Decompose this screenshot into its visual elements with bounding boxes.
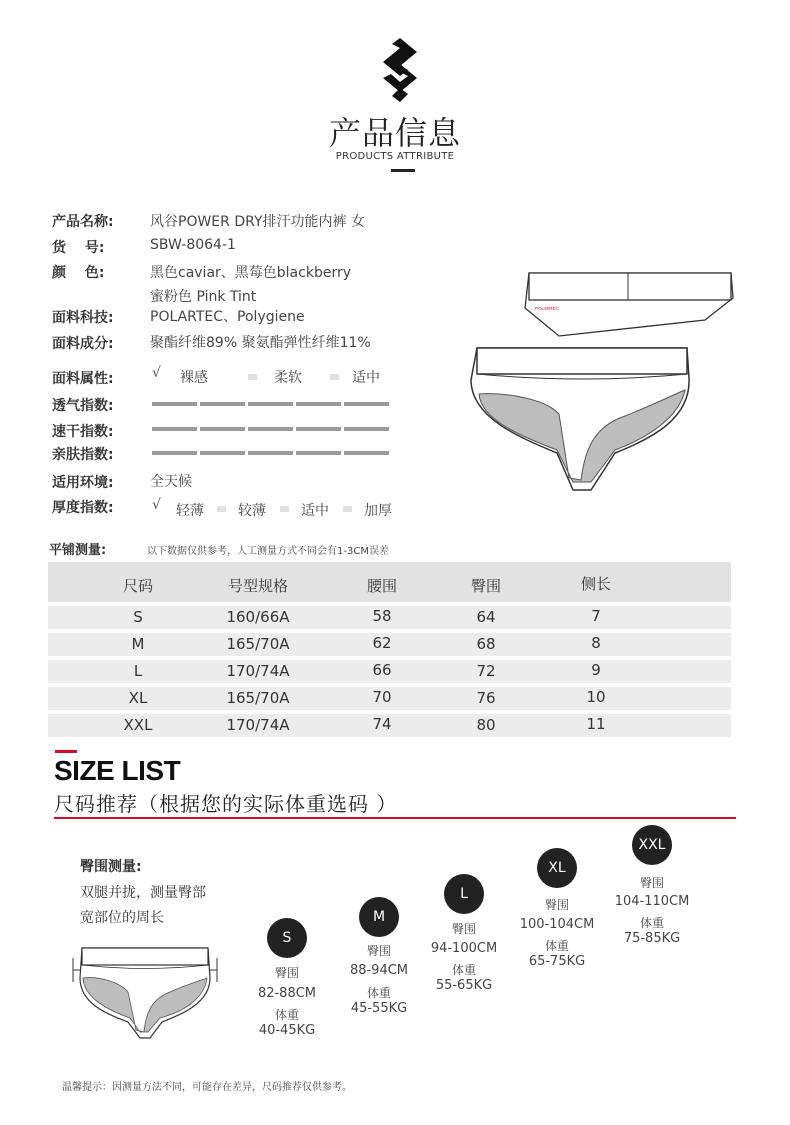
thickness-option-thick: 加厚 bbox=[364, 503, 392, 519]
breathability-label: 透气指数: bbox=[52, 398, 114, 414]
property-option-nude: 裸感 bbox=[180, 370, 208, 386]
unchecked-icon bbox=[280, 506, 289, 512]
quick-dry-label: 速干指数: bbox=[52, 424, 114, 440]
skin-friendly-label: 亲肤指数: bbox=[52, 447, 114, 463]
index-bar-segment bbox=[248, 427, 293, 431]
cell-size: XL bbox=[128, 689, 148, 707]
name-label: 产品名称: bbox=[52, 214, 114, 230]
sku-label: 货 号: bbox=[52, 240, 105, 256]
sku-value: SBW-8064-1 bbox=[150, 237, 236, 253]
cell-side-length: 7 bbox=[591, 607, 601, 625]
cell-waist: 74 bbox=[372, 715, 392, 733]
cell-hip: 80 bbox=[476, 716, 496, 734]
check-icon: √ bbox=[152, 497, 161, 513]
weight-label: 体重 bbox=[544, 939, 569, 953]
index-bar-segment bbox=[152, 402, 197, 406]
cell-waist: 66 bbox=[372, 661, 392, 679]
index-bar-segment bbox=[152, 451, 197, 455]
index-bar-segment bbox=[200, 451, 245, 455]
index-bar-segment bbox=[200, 402, 245, 406]
cell-side-length: 8 bbox=[591, 634, 601, 652]
header-side-length: 侧长 bbox=[580, 575, 611, 593]
index-bar-segment bbox=[296, 451, 341, 455]
hip-label: 臀围 bbox=[544, 898, 569, 912]
weight-range: 40-45KG bbox=[258, 1023, 316, 1038]
hip-measure-desc-2: 宽部位的周长 bbox=[80, 910, 164, 926]
table-row bbox=[48, 660, 731, 683]
color-label: 颜 色: bbox=[52, 265, 105, 281]
measure-note: 以下数据仅供参考，人工测量方式不同会有1-3CM误差 bbox=[147, 546, 389, 557]
cell-size: S bbox=[133, 608, 143, 626]
table-row bbox=[48, 633, 731, 656]
unchecked-icon bbox=[343, 506, 352, 512]
table-row bbox=[48, 606, 731, 629]
property-option-soft: 柔软 bbox=[274, 370, 302, 386]
index-bar-segment bbox=[344, 427, 389, 431]
breathability-bar bbox=[152, 402, 390, 406]
header-hip: 臀围 bbox=[470, 577, 501, 595]
hip-label: 臀围 bbox=[274, 966, 299, 980]
page-title: 产品信息 bbox=[328, 114, 461, 152]
weight-range: 75-85KG bbox=[623, 931, 681, 946]
section-divider bbox=[54, 817, 736, 819]
size-badge-xxl: XXL bbox=[632, 825, 672, 865]
skin-friendly-bar bbox=[152, 451, 390, 455]
table-row bbox=[48, 714, 731, 737]
thickness-option-medium: 适中 bbox=[301, 503, 329, 519]
cell-hip: 76 bbox=[476, 689, 496, 707]
index-bar-segment bbox=[296, 427, 341, 431]
header-size: 尺码 bbox=[122, 577, 153, 595]
cell-spec: 170/74A bbox=[226, 662, 290, 680]
cell-hip: 68 bbox=[476, 635, 496, 653]
index-bar-segment bbox=[200, 427, 245, 431]
tech-value: POLARTEC、Polygiene bbox=[150, 309, 305, 325]
cell-spec: 170/74A bbox=[226, 716, 290, 734]
hip-label: 臀围 bbox=[451, 922, 476, 936]
cell-side-length: 9 bbox=[591, 661, 601, 679]
property-label: 面料属性: bbox=[52, 371, 114, 387]
unchecked-icon bbox=[217, 506, 226, 512]
hip-label: 臀围 bbox=[639, 876, 664, 890]
color-value-2: 蜜粉色 Pink Tint bbox=[150, 289, 257, 305]
cell-size: XXL bbox=[123, 716, 153, 734]
unchecked-icon bbox=[330, 374, 339, 380]
index-bar-segment bbox=[248, 402, 293, 406]
hip-range: 82-88CM bbox=[257, 986, 317, 1001]
cell-spec: 160/66A bbox=[226, 608, 290, 626]
tech-label: 面料科技: bbox=[52, 310, 114, 326]
footer-note: 温馨提示：因测量方法不同，可能存在差异，尺码推荐仅供参考。 bbox=[62, 1082, 352, 1093]
hip-range: 94-100CM bbox=[430, 941, 498, 956]
weight-range: 45-55KG bbox=[350, 1001, 408, 1016]
hip-range: 104-110CM bbox=[614, 894, 690, 909]
environment-value: 全天候 bbox=[150, 474, 192, 490]
cell-hip: 64 bbox=[476, 608, 496, 626]
size-badge-xl: XL bbox=[537, 848, 577, 888]
accent-mark bbox=[55, 750, 77, 753]
name-value: 风谷POWER DRY排汗功能内裤 女 bbox=[150, 214, 365, 230]
cell-waist: 62 bbox=[372, 634, 392, 652]
cell-spec: 165/70A bbox=[226, 635, 290, 653]
table-header bbox=[48, 562, 731, 602]
thickness-label: 厚度指数: bbox=[52, 500, 114, 516]
hip-measure-desc-1: 双腿并拢，测量臀部 bbox=[80, 885, 206, 901]
thickness-option-thin: 轻薄 bbox=[176, 503, 204, 519]
hip-measure-title: 臀围测量: bbox=[80, 859, 142, 875]
weight-label: 体重 bbox=[274, 1008, 299, 1022]
brand-logo bbox=[375, 38, 425, 102]
index-bar-segment bbox=[152, 427, 197, 431]
hip-label: 臀围 bbox=[366, 944, 391, 958]
header-waist: 腰围 bbox=[366, 577, 397, 595]
unchecked-icon bbox=[248, 374, 257, 380]
composition-value: 聚酯纤维89% 聚氨酯弹性纤维11% bbox=[150, 335, 371, 351]
size-badge-m: M bbox=[359, 897, 399, 937]
cell-side-length: 11 bbox=[586, 715, 606, 733]
title-underline bbox=[391, 169, 415, 172]
cell-side-length: 10 bbox=[586, 688, 606, 706]
cell-waist: 58 bbox=[372, 607, 392, 625]
weight-label: 体重 bbox=[366, 986, 391, 1000]
size-list-title: SIZE LIST bbox=[54, 755, 181, 786]
composition-label: 面料成分: bbox=[52, 336, 114, 352]
hip-measure-illustration bbox=[70, 938, 220, 1043]
hip-range: 100-104CM bbox=[519, 917, 595, 932]
cell-size: L bbox=[133, 662, 143, 680]
measure-label: 平铺测量: bbox=[49, 543, 107, 558]
weight-label: 体重 bbox=[639, 916, 664, 930]
property-option-medium: 适中 bbox=[352, 370, 380, 386]
index-bar-segment bbox=[344, 451, 389, 455]
size-badge-s: S bbox=[267, 918, 307, 958]
size-badge-l: L bbox=[444, 874, 484, 914]
hip-range: 88-94CM bbox=[349, 963, 409, 978]
environment-label: 适用环境: bbox=[52, 475, 114, 491]
cell-waist: 70 bbox=[372, 688, 392, 706]
weight-label: 体重 bbox=[451, 963, 476, 977]
table-row bbox=[48, 687, 731, 710]
cell-spec: 165/70A bbox=[226, 689, 290, 707]
quick-dry-bar bbox=[152, 427, 390, 431]
polartec-tag: POLARTEC bbox=[535, 306, 560, 311]
product-illustration bbox=[465, 268, 745, 500]
index-bar-segment bbox=[344, 402, 389, 406]
header-spec: 号型规格 bbox=[227, 577, 288, 595]
index-bar-segment bbox=[296, 402, 341, 406]
index-bar-segment bbox=[248, 451, 293, 455]
check-icon: √ bbox=[152, 365, 161, 381]
weight-range: 65-75KG bbox=[528, 954, 586, 969]
weight-range: 55-65KG bbox=[435, 978, 493, 993]
color-value-1: 黑色caviar、黑莓色blackberry bbox=[150, 265, 351, 281]
cell-hip: 72 bbox=[476, 662, 496, 680]
page-subtitle: PRODUCTS ATTRIBUTE bbox=[335, 151, 455, 162]
size-list-subtitle: 尺码推荐（根据您的实际体重选码 ） bbox=[54, 792, 398, 816]
cell-size: M bbox=[131, 635, 145, 653]
thickness-option-thinner: 较薄 bbox=[238, 503, 266, 519]
